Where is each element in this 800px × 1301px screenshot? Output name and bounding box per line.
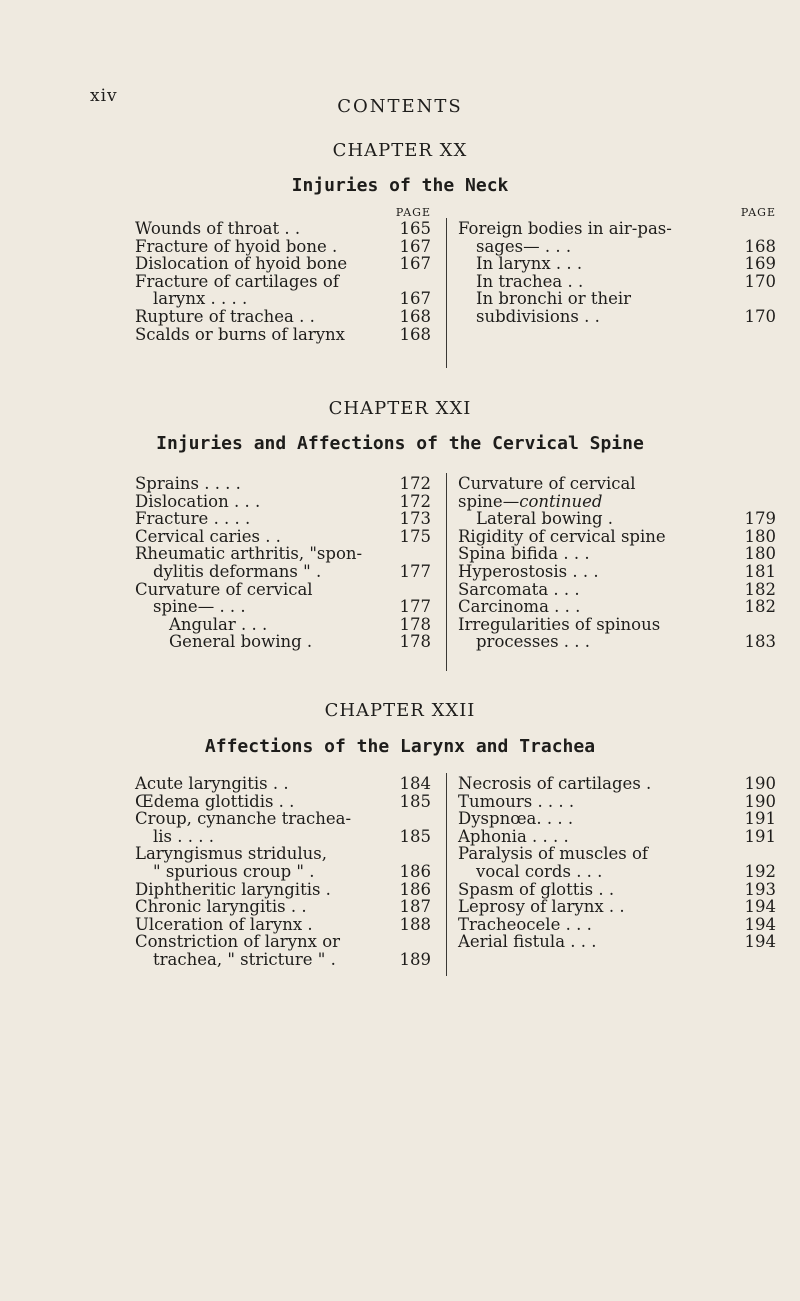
page-ref: 172 (399, 474, 431, 493)
entry-title: Curvature of cervical (135, 579, 313, 599)
entry-title: Lateral bowing . (476, 509, 614, 529)
chapter-subtitle: Affections of the Larynx and Trachea (204, 736, 596, 757)
toc-entry (135, 616, 433, 634)
toc-line (135, 951, 433, 969)
toc-line (458, 238, 778, 256)
page-ref: 193 (744, 879, 776, 899)
entry-title: Carcinoma . . . (458, 597, 581, 617)
page-ref: 177 (399, 597, 431, 617)
toc-entry (135, 220, 433, 238)
entry-title: Sarcomata . . . (458, 579, 580, 599)
page-ref: 169 (744, 254, 776, 274)
entry-title: processes . . . (476, 632, 591, 652)
page-ref: 190 (744, 791, 776, 811)
toc-line (135, 633, 433, 651)
page-ref: 189 (399, 949, 431, 969)
entry-title: Scalds or burns of larynx (135, 324, 345, 344)
toc-line (135, 510, 433, 528)
toc-line (135, 828, 433, 846)
toc-line (135, 916, 433, 934)
page-column-label: PAGE (740, 206, 776, 219)
toc-line (135, 793, 433, 811)
toc-entry (135, 810, 433, 845)
toc-entry (458, 563, 778, 581)
chapter-subtitle: Injuries of the Neck (291, 175, 509, 196)
toc-line (458, 828, 778, 846)
entry-title: Rheumatic arthritis, "spon- (135, 544, 363, 564)
toc-line (458, 633, 778, 651)
page-ref: 194 (744, 932, 776, 952)
chapter-heading: CHAPTER XXI (328, 398, 472, 419)
entry-title: Diphtheritic laryngitis . (135, 879, 331, 899)
toc-line (458, 493, 778, 511)
entry-title: spine— . . . (153, 597, 246, 617)
toc-entry (458, 845, 778, 880)
page-ref: 182 (744, 597, 776, 617)
entry-title: Dislocation . . . (135, 491, 261, 511)
entry-title: Dyspnœa. . . . (458, 809, 574, 829)
page-ref: 179 (744, 509, 776, 529)
entry-title: Hyperostosis . . . (458, 561, 599, 581)
toc-entry (458, 581, 778, 599)
toc-entry (458, 475, 778, 493)
page-ref: 183 (744, 632, 776, 652)
page-column-label: PAGE (395, 206, 431, 219)
page-ref: 175 (399, 526, 431, 546)
toc-entry (458, 616, 778, 651)
toc-entry (135, 308, 433, 326)
entry-title: Fracture . . . . (135, 509, 251, 529)
page-ref: 191 (744, 826, 776, 846)
entry-title: General bowing . (169, 632, 313, 652)
toc-entry (135, 898, 433, 916)
right-column (458, 775, 778, 951)
page-ref: 177 (399, 561, 431, 581)
page-ref: 186 (399, 879, 431, 899)
toc-entry (135, 881, 433, 899)
toc-entry (135, 933, 433, 968)
toc-line (135, 220, 433, 238)
left-column (135, 475, 433, 651)
entry-title: dylitis deformans " . (153, 561, 322, 581)
toc-entry (458, 545, 778, 563)
page-ref: 194 (744, 914, 776, 934)
page-ref: 185 (399, 791, 431, 811)
column-divider (446, 473, 447, 671)
entry-title: Paralysis of muscles of (458, 844, 649, 864)
toc-entry (135, 528, 433, 546)
entry-title: Angular . . . (169, 614, 268, 634)
toc-entry (135, 775, 433, 793)
page-ref: 188 (399, 914, 431, 934)
entry-title: Curvature of cervical (458, 474, 636, 493)
toc-line (135, 475, 433, 493)
running-title: CONTENTS (337, 96, 463, 117)
left-column (135, 775, 433, 969)
page-ref: 178 (399, 614, 431, 634)
toc-entry (135, 581, 433, 616)
page-ref: 165 (399, 219, 431, 238)
toc-entry (458, 898, 778, 916)
entry-title: subdivisions . . (476, 306, 600, 326)
toc-line (458, 810, 778, 828)
toc-line (135, 616, 433, 634)
entry-title: spine—continued (458, 491, 603, 511)
toc-line (458, 528, 778, 546)
toc-line (458, 916, 778, 934)
toc-entry (458, 510, 778, 528)
entry-title: In larynx . . . (476, 254, 583, 274)
toc-line (458, 545, 778, 563)
entry-title: Œdema glottidis . . (135, 791, 295, 811)
toc-entry (135, 326, 433, 344)
page-number: xiv (90, 86, 118, 106)
toc-line (458, 775, 778, 793)
entry-title: Aphonia . . . . (458, 826, 569, 846)
entry-title: In bronchi or their (476, 289, 632, 309)
toc-line (458, 898, 778, 916)
page-ref: 191 (744, 809, 776, 829)
entry-title: Irregularities of spinous (458, 614, 661, 634)
toc-entry (135, 510, 433, 528)
entry-title: Dislocation of hyoid bone (135, 254, 348, 274)
continued-label: continued (519, 491, 603, 511)
toc-line (135, 581, 433, 599)
entry-title: Fracture of cartilages of (135, 271, 339, 291)
toc-line (135, 863, 433, 881)
toc-entry (458, 933, 778, 951)
toc-line (135, 563, 433, 581)
entry-title: Sprains . . . . (135, 474, 241, 493)
toc-entry (458, 828, 778, 846)
entry-title: Leprosy of larynx . . (458, 897, 625, 917)
toc-line (135, 898, 433, 916)
toc-entry (135, 255, 433, 273)
entry-title: In trachea . . (476, 271, 584, 291)
column-divider (446, 773, 447, 976)
entry-title: trachea, " stricture " . (153, 949, 336, 969)
chapter-subtitle: Injuries and Affections of the Cervical Spine (156, 433, 644, 454)
right-column (458, 475, 778, 651)
toc-entry (458, 793, 778, 811)
toc-line (458, 290, 778, 308)
entry-title: Constriction of larynx or (135, 932, 341, 952)
toc-entry (458, 916, 778, 934)
toc-entry (458, 290, 778, 325)
entry-title: sages— . . . (476, 236, 572, 256)
toc-line (135, 493, 433, 511)
entry-title: Foreign bodies in air-pas- (458, 219, 672, 238)
page-ref: 192 (744, 861, 776, 881)
entry-title: lis . . . . (153, 826, 214, 846)
toc-line (135, 845, 433, 863)
toc-entry (458, 273, 778, 291)
page-ref: 167 (399, 236, 431, 256)
page-ref: 182 (744, 579, 776, 599)
page-ref: 168 (744, 236, 776, 256)
toc-entry (458, 255, 778, 273)
entry-title: Fracture of hyoid bone . (135, 236, 338, 256)
toc-entry (135, 273, 433, 308)
toc-line (135, 255, 433, 273)
right-column (458, 206, 778, 326)
toc-entry (458, 493, 778, 511)
toc-entry (135, 545, 433, 580)
toc-entry (458, 528, 778, 546)
toc-entry (135, 793, 433, 811)
page-ref: 180 (744, 526, 776, 546)
chapter-heading: CHAPTER XXII (324, 700, 476, 721)
toc-line (458, 793, 778, 811)
toc-entry (135, 845, 433, 880)
toc-line (458, 845, 778, 863)
entry-title: Cervical caries . . (135, 526, 281, 546)
page-ref: 172 (399, 491, 431, 511)
entry-title: Spina bifida . . . (458, 544, 590, 564)
toc-line (135, 290, 433, 308)
toc-entry (458, 220, 778, 255)
toc-line (135, 598, 433, 616)
entry-title: Laryngismus stridulus, (135, 844, 327, 864)
page-ref: 190 (744, 774, 776, 793)
toc-line (458, 581, 778, 599)
page-ref: 178 (399, 632, 431, 652)
toc-line (135, 810, 433, 828)
chapter-heading: CHAPTER XX (332, 140, 468, 161)
toc-line (458, 863, 778, 881)
toc-entry (135, 493, 433, 511)
entry-title: Aerial fistula . . . (458, 932, 597, 952)
page-ref: 173 (399, 509, 431, 529)
entry-title: Croup, cynanche trachea- (135, 809, 352, 829)
toc-line (458, 308, 778, 326)
toc-line (135, 273, 433, 291)
toc-line (458, 273, 778, 291)
toc-line (458, 510, 778, 528)
toc-entry (458, 775, 778, 793)
column-divider (446, 218, 447, 368)
page-ref: 181 (744, 561, 776, 581)
toc-line (458, 881, 778, 899)
entry-title: Tracheocele . . . (458, 914, 592, 934)
page-ref: 180 (744, 544, 776, 564)
toc-line (458, 933, 778, 951)
toc-entry (135, 633, 433, 651)
toc-line (458, 220, 778, 238)
left-column (135, 206, 433, 343)
page-ref: 186 (399, 861, 431, 881)
page-ref: 167 (399, 254, 431, 274)
entry-title: Chronic laryngitis . . (135, 897, 307, 917)
toc-line (135, 933, 433, 951)
page-ref: 168 (399, 306, 431, 326)
toc-line (135, 326, 433, 344)
page-ref: 187 (399, 897, 431, 917)
entry-title: " spurious croup " . (153, 861, 315, 881)
entry-title: Tumours . . . . (458, 791, 575, 811)
toc-line (458, 598, 778, 616)
toc-entry (458, 881, 778, 899)
toc-line (458, 616, 778, 634)
entry-title: Spasm of glottis . . (458, 879, 615, 899)
toc-line (135, 308, 433, 326)
entry-title: vocal cords . . . (476, 861, 603, 881)
entry-title: Necrosis of cartilages . (458, 774, 652, 793)
toc-entry (135, 916, 433, 934)
toc-line (458, 475, 778, 493)
toc-entry (458, 598, 778, 616)
toc-line (135, 528, 433, 546)
toc-line (135, 545, 433, 563)
page-ref: 170 (744, 271, 776, 291)
entry-title: Rupture of trachea . . (135, 306, 315, 326)
toc-line (135, 238, 433, 256)
toc-line (135, 775, 433, 793)
entry-title: Rigidity of cervical spine (458, 526, 666, 546)
entry-title: larynx . . . . (153, 289, 248, 309)
page-ref: 184 (399, 774, 431, 793)
entry-title: Ulceration of larynx . (135, 914, 313, 934)
toc-entry (135, 238, 433, 256)
page-ref: 167 (399, 289, 431, 309)
toc-line (135, 881, 433, 899)
page-ref: 194 (744, 897, 776, 917)
page-ref: 185 (399, 826, 431, 846)
toc-line (458, 563, 778, 581)
page-ref: 170 (744, 306, 776, 326)
entry-title: Acute laryngitis . . (135, 774, 289, 793)
entry-title: Wounds of throat . . (135, 219, 301, 238)
toc-line (458, 255, 778, 273)
toc-entry (458, 810, 778, 828)
toc-entry (135, 475, 433, 493)
page-ref: 168 (399, 324, 431, 344)
